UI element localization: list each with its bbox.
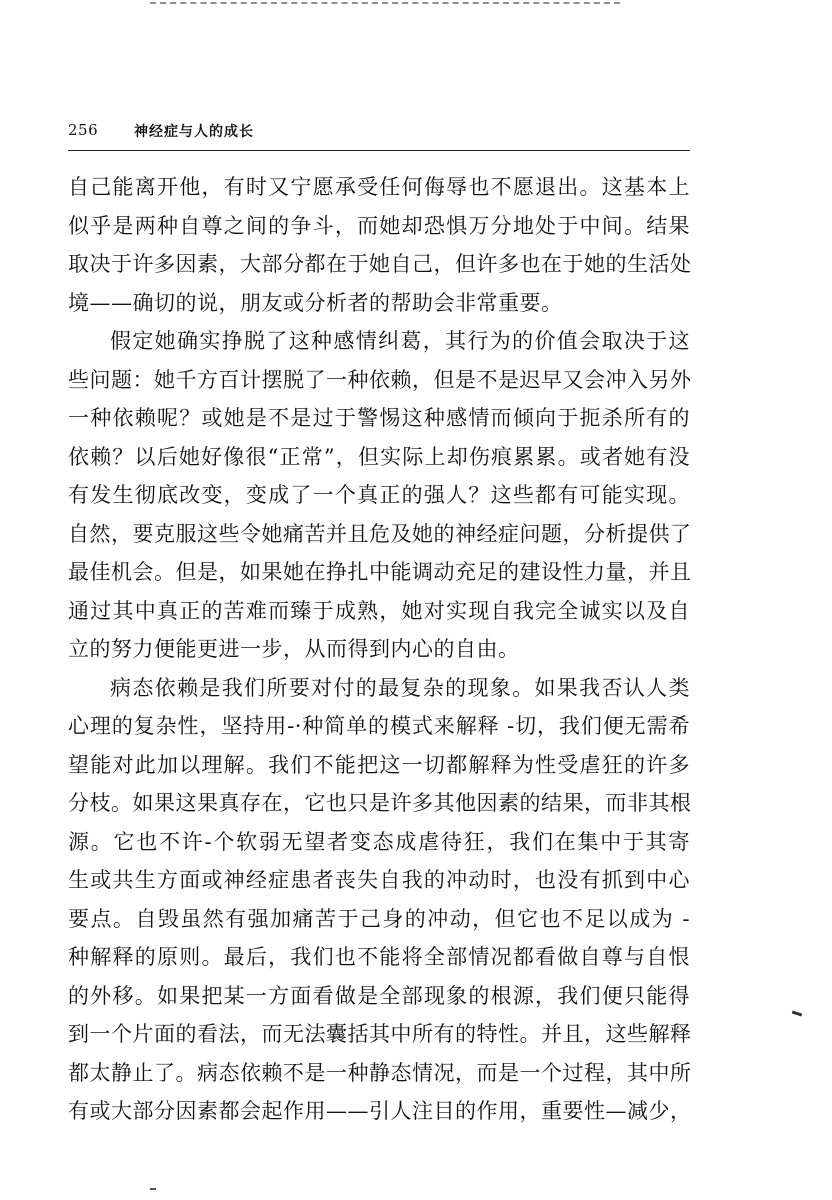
book-title: 神经症与人的成长 [134, 124, 254, 140]
text-line: 都太静止了。病态依赖不是一种静态情况，而是一个过程，其中所 [68, 1060, 692, 1085]
scan-top-edge [150, 2, 620, 7]
text-line: 最佳机会。但是，如果她在挣扎中能调动充足的建设性力量，并且 [68, 560, 692, 584]
text-line: 有发生彻底改变，变成了一个真正的强人？这些都有可能实现。 [68, 483, 690, 507]
text-line: 似乎是两种自尊之间的争斗，而她却恐惧万分地处于中间。结果 [68, 213, 690, 238]
text-line: 有或大部分因素都会起作用——引人注目的作用，重要性—减少， [68, 1099, 692, 1123]
text-line: 种解释的原则。最后，我们也不能将全部情况都看做自尊与自恨 [68, 945, 690, 969]
text-line: 心理的复杂性，坚持用-·种简单的模式来解释 -切，我们便无需希 [68, 714, 690, 738]
text-line: 望能对此加以理解。我们不能把这一切都解释为性受虐狂的许多 [68, 752, 690, 777]
text-line: 取决于许多因素，大部分都在于她自己，但许多也在于她的生活处 [68, 252, 692, 276]
text-line: 的外移。如果把某一方面看做是全部现象的根源，我们便只能得 [68, 983, 690, 1008]
text-line: 些问题：她千方百计摆脱了一种依赖，但是不是迟早又会冲入另外 [68, 367, 692, 392]
text-line: 假定她确实挣脱了这种感情纠葛，其行为的价值会取决于这 [110, 329, 690, 353]
text-line: 依赖？以后她好像很“正常”，但实际上却伤痕累累。或者她有没 [68, 444, 690, 469]
page-number: 256 [68, 121, 99, 139]
header-rule [68, 150, 690, 151]
text-line: 病态依赖是我们所要对付的最复杂的现象。如果我否认人类 [110, 675, 690, 700]
text-line: 境——确切的说，朋友或分析者的帮助会非常重要。 [68, 290, 563, 315]
scan-speck [150, 1188, 156, 1190]
text-line: 自然，要克服这些令她痛苦并且危及她的神经症问题，分析提供了 [68, 521, 692, 546]
running-head [68, 121, 688, 147]
text-line: 到一个片面的看法，而无法囊括其中所有的特性。并且，这些解释 [68, 1022, 692, 1046]
body-text [68, 168, 690, 1131]
text-line: 自己能离开他，有时又宁愿承受任何侮辱也不愿退出。这基本上 [68, 175, 690, 199]
text-line: 源。它也不许-个软弱无望者变态成虐待狂，我们在集中于其寄 [68, 829, 690, 854]
text-line: 生或共生方面或神经症患者丧失自我的冲动时，也没有抓到中心 [68, 868, 690, 892]
text-line: 分枝。如果这果真存在，它也只是许多其他因素的结果，而非其根 [68, 791, 692, 815]
scan-speck [792, 1011, 802, 1017]
text-line: 通过其中真正的苦难而臻于成熟，她对实现自我完全诚实以及自 [68, 598, 690, 623]
text-line: 立的努力便能更进一步，从而得到内心的自由。 [68, 637, 520, 661]
text-line: 一种依赖呢？或她是不是过于警惕这种感情而倾向于扼杀所有的 [68, 406, 690, 430]
text-line: 要点。自毁虽然有强加痛苦于己身的冲动，但它也不足以成为 - [68, 906, 690, 931]
